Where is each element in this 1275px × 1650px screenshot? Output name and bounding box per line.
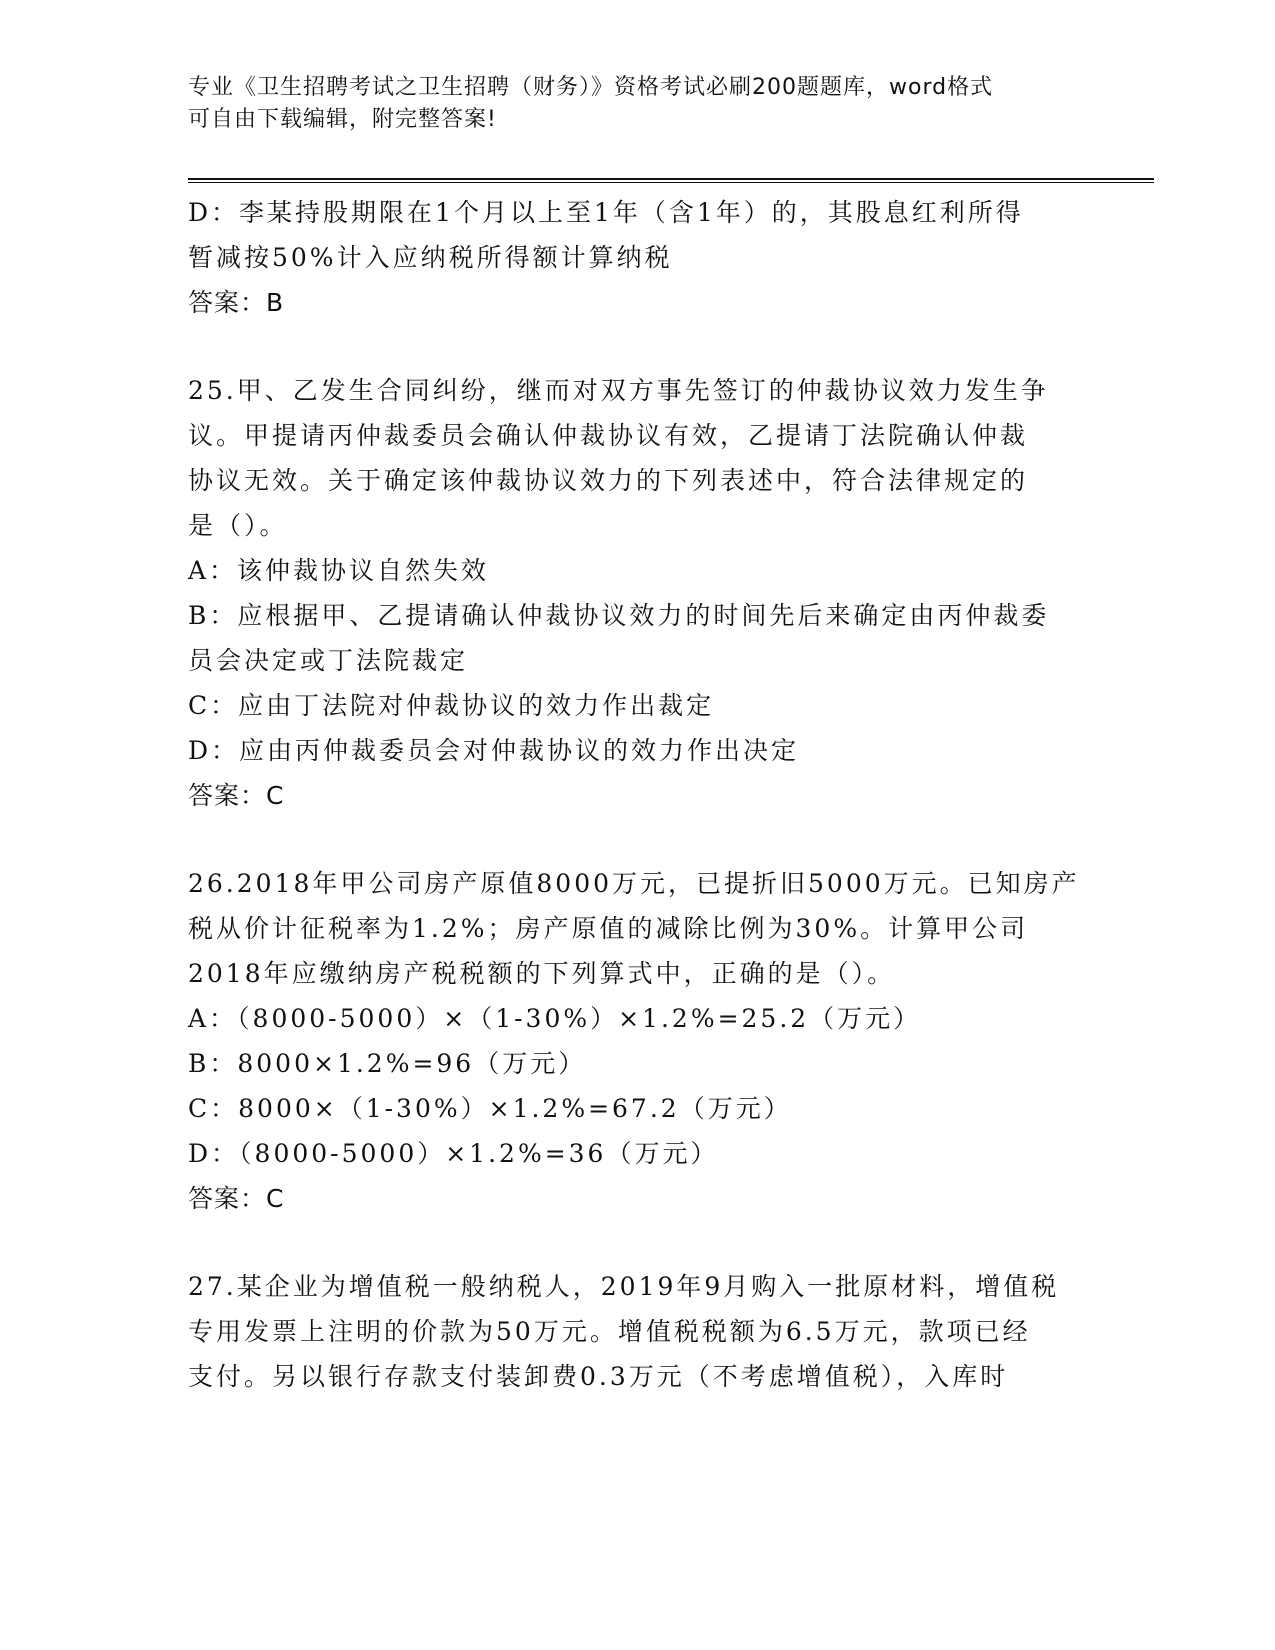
answer-label: 答案：B bbox=[188, 288, 285, 317]
option-d: D：李某持股期限在1个月以上至1年（含1年）的，其股息红利所得 bbox=[188, 198, 1024, 227]
answer-label: 答案：C bbox=[188, 781, 285, 810]
option-b: B：应根据甲、乙提请确认仲裁协议效力的时间先后来确定由丙仲裁委 bbox=[188, 601, 1050, 630]
question-content bbox=[188, 190, 1088, 1399]
option-d: D：（8000-5000）×1.2%=36（万元） bbox=[188, 1139, 719, 1168]
question-24-tail bbox=[188, 190, 1088, 325]
question-stem: 26.2018年甲公司房产原值8000万元，已提折旧5000万元。已知房产 bbox=[188, 869, 1080, 898]
spacer bbox=[188, 325, 1088, 368]
spacer bbox=[188, 818, 1088, 861]
option-a: A：该仲裁协议自然失效 bbox=[188, 556, 490, 585]
question-27 bbox=[188, 1264, 1088, 1399]
question-stem: 2018年应缴纳房产税税额的下列算式中，正确的是（）。 bbox=[188, 959, 896, 988]
option-b: B：8000×1.2%=96（万元） bbox=[188, 1049, 587, 1078]
document-header bbox=[188, 72, 1088, 136]
answer-label: 答案：C bbox=[188, 1184, 285, 1213]
question-stem: 支付。另以银行存款支付装卸费0.3万元（不考虑增值税），入库时 bbox=[188, 1362, 1009, 1391]
option-b-continued: 员会决定或丁法院裁定 bbox=[188, 646, 469, 675]
question-stem: 税从价计征税率为1.2%；房产原值的减除比例为30%。计算甲公司 bbox=[188, 914, 1029, 943]
question-stem: 25.甲、乙发生合同纠纷，继而对双方事先签订的仲裁协议效力发生争 bbox=[188, 376, 1049, 405]
header-title-line1: 专业《卫生招聘考试之卫生招聘（财务）》资格考试必刷200题题库，word格式 bbox=[188, 75, 994, 100]
question-26 bbox=[188, 861, 1088, 1221]
question-stem: 27.某企业为增值税一般纳税人，2019年9月购入一批原材料，增值税 bbox=[188, 1272, 1060, 1301]
option-c: C：8000×（1-30%）×1.2%=67.2（万元） bbox=[188, 1094, 792, 1123]
option-c: C：应由丁法院对仲裁协议的效力作出裁定 bbox=[188, 691, 715, 720]
question-stem: 是（）。 bbox=[188, 511, 288, 540]
option-d-continued: 暂减按50%计入应纳税所得额计算纳税 bbox=[188, 243, 673, 272]
question-25 bbox=[188, 368, 1088, 818]
option-a: A：（8000-5000）×（1-30%）×1.2%=25.2（万元） bbox=[188, 1004, 922, 1033]
question-stem: 专用发票上注明的价款为50万元。增值税税额为6.5万元，款项已经 bbox=[188, 1317, 1031, 1346]
option-d: D：应由丙仲裁委员会对仲裁协议的效力作出决定 bbox=[188, 736, 800, 765]
spacer bbox=[188, 1221, 1088, 1264]
question-stem: 协议无效。关于确定该仲裁协议效力的下列表述中，符合法律规定的 bbox=[188, 466, 1029, 495]
header-title-line2: 可自由下载编辑，附完整答案! bbox=[188, 107, 497, 132]
question-stem: 议。甲提请丙仲裁委员会确认仲裁协议有效，乙提请丁法院确认仲裁 bbox=[188, 421, 1029, 450]
header-divider bbox=[188, 178, 1154, 183]
